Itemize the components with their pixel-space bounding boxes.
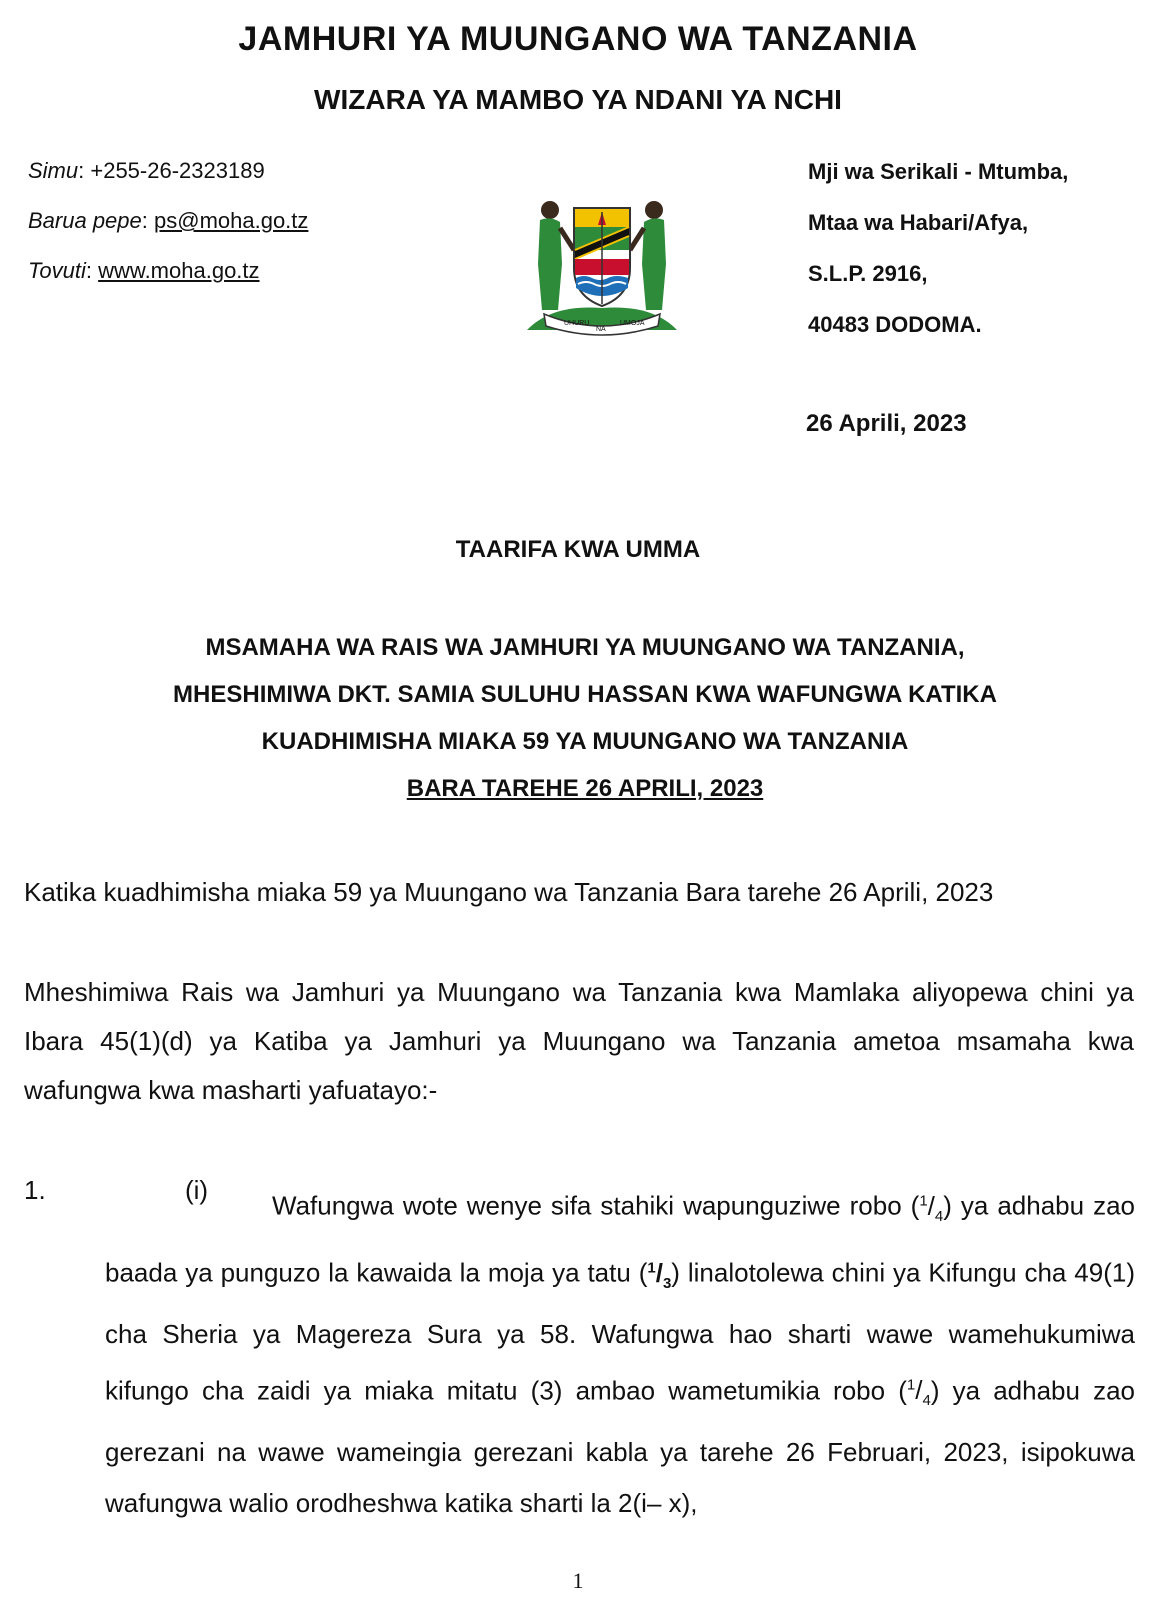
address-line: Mtaa wa Habari/Afya, <box>808 210 1029 235</box>
item-text <box>105 1175 1135 1529</box>
address-line: 40483 DODOMA. <box>808 312 982 337</box>
subject-line: MSAMAHA WA RAIS WA JAMHURI YA MUUNGANO WA TANZANIA, <box>205 634 965 661</box>
phone-number: +255-26-2323189 <box>90 158 265 183</box>
emblem-shield <box>574 208 630 306</box>
website-link[interactable]: www.moha.go.tz <box>98 258 260 283</box>
address-line: S.L.P. 2916, <box>808 261 928 286</box>
phone-line: Simu: +255-26-2323189 <box>28 158 265 183</box>
item-text-part: ) ya adhabu zao baada ya punguzo la kawaida la moja ya tatu ( <box>105 1190 1136 1288</box>
page-number: 1 <box>572 1568 584 1593</box>
item-text-part: ) linalotolewa chini ya Kifungu cha 49(1) cha Sheria ya Magereza Sura ya 58. Wafungwa hao sharti wawe wamehukumiwa kifungo cha zaidi ya miaka mitatu (3) ambao wametumikia robo ( <box>105 1257 1135 1406</box>
motto-right: UMOJA <box>620 320 645 327</box>
website-line: Tovuti: www.moha.go.tz <box>28 258 260 283</box>
item-text-part: ) ya adhabu zao gerezani na wawe wameingia gerezani kabla ya tarehe 26 Februari, 2023, isipokuwa wafungwa walio orodheshwa katika sharti la 2(i– x), <box>105 1375 1136 1518</box>
document-date: 26 Aprili, 2023 <box>806 410 967 437</box>
ministry-title: WIZARA YA MAMBO YA NDANI YA NCHI <box>314 84 842 115</box>
item-subnumber: (i) <box>185 1175 209 1205</box>
fraction-quarter: $^1/_4$ <box>906 1375 931 1410</box>
subject-line: BARA TAREHE 26 APRILI, 2023 <box>406 775 764 802</box>
item-text-part: Wafungwa wote wenye sifa stahiki wapunguziwe robo ( <box>272 1190 920 1221</box>
country-title: JAMHURI YA MUUNGANO WA TANZANIA <box>238 20 918 58</box>
contact-block <box>28 146 308 296</box>
address-line: Mji wa Serikali - Mtumba, <box>808 159 1069 184</box>
email-link[interactable]: ps@moha.go.tz <box>154 208 309 233</box>
website-label: Tovuti <box>28 258 86 283</box>
email-label: Barua pepe <box>28 208 142 233</box>
phone-label: Simu <box>28 158 79 183</box>
address-block <box>808 146 1068 350</box>
subject-line: MHESHIMIWA DKT. SAMIA SULUHU HASSAN KWA WAFUNGWA KATIKA <box>173 681 997 708</box>
emblem-woman-figure <box>630 201 666 310</box>
fraction-quarter: $^1/_4$ <box>919 1190 944 1225</box>
email-line: Barua pepe: ps@moha.go.tz <box>28 208 309 233</box>
item-number: 1. <box>24 1175 46 1205</box>
emblem-man-figure <box>538 201 574 310</box>
coat-of-arms-emblem <box>522 192 682 342</box>
subject-line: KUADHIMISHA MIAKA 59 YA MUUNGANO WA TANZANIA <box>261 728 909 755</box>
fraction-third: $^1/_3$ <box>647 1257 672 1292</box>
authority-paragraph: Mheshimiwa Rais wa Jamhuri ya Muungano wa Tanzania kwa Mamlaka aliyopewa chini ya Ibara 45(1)(d) ya Katiba ya Jamhuri ya Muungano wa Tanzania ametoa msamaha kwa wafungwa kwa masharti yafuatayo:- <box>24 977 1134 1105</box>
motto-middle: NA <box>596 326 606 333</box>
intro-paragraph: Katika kuadhimisha miaka 59 ya Muungano wa Tanzania Bara tarehe 26 Aprili, 2023 <box>24 877 994 907</box>
subject-heading <box>60 624 1110 812</box>
motto-left: UHURU <box>564 320 590 327</box>
notice-title: TAARIFA KWA UMMA <box>455 536 701 563</box>
